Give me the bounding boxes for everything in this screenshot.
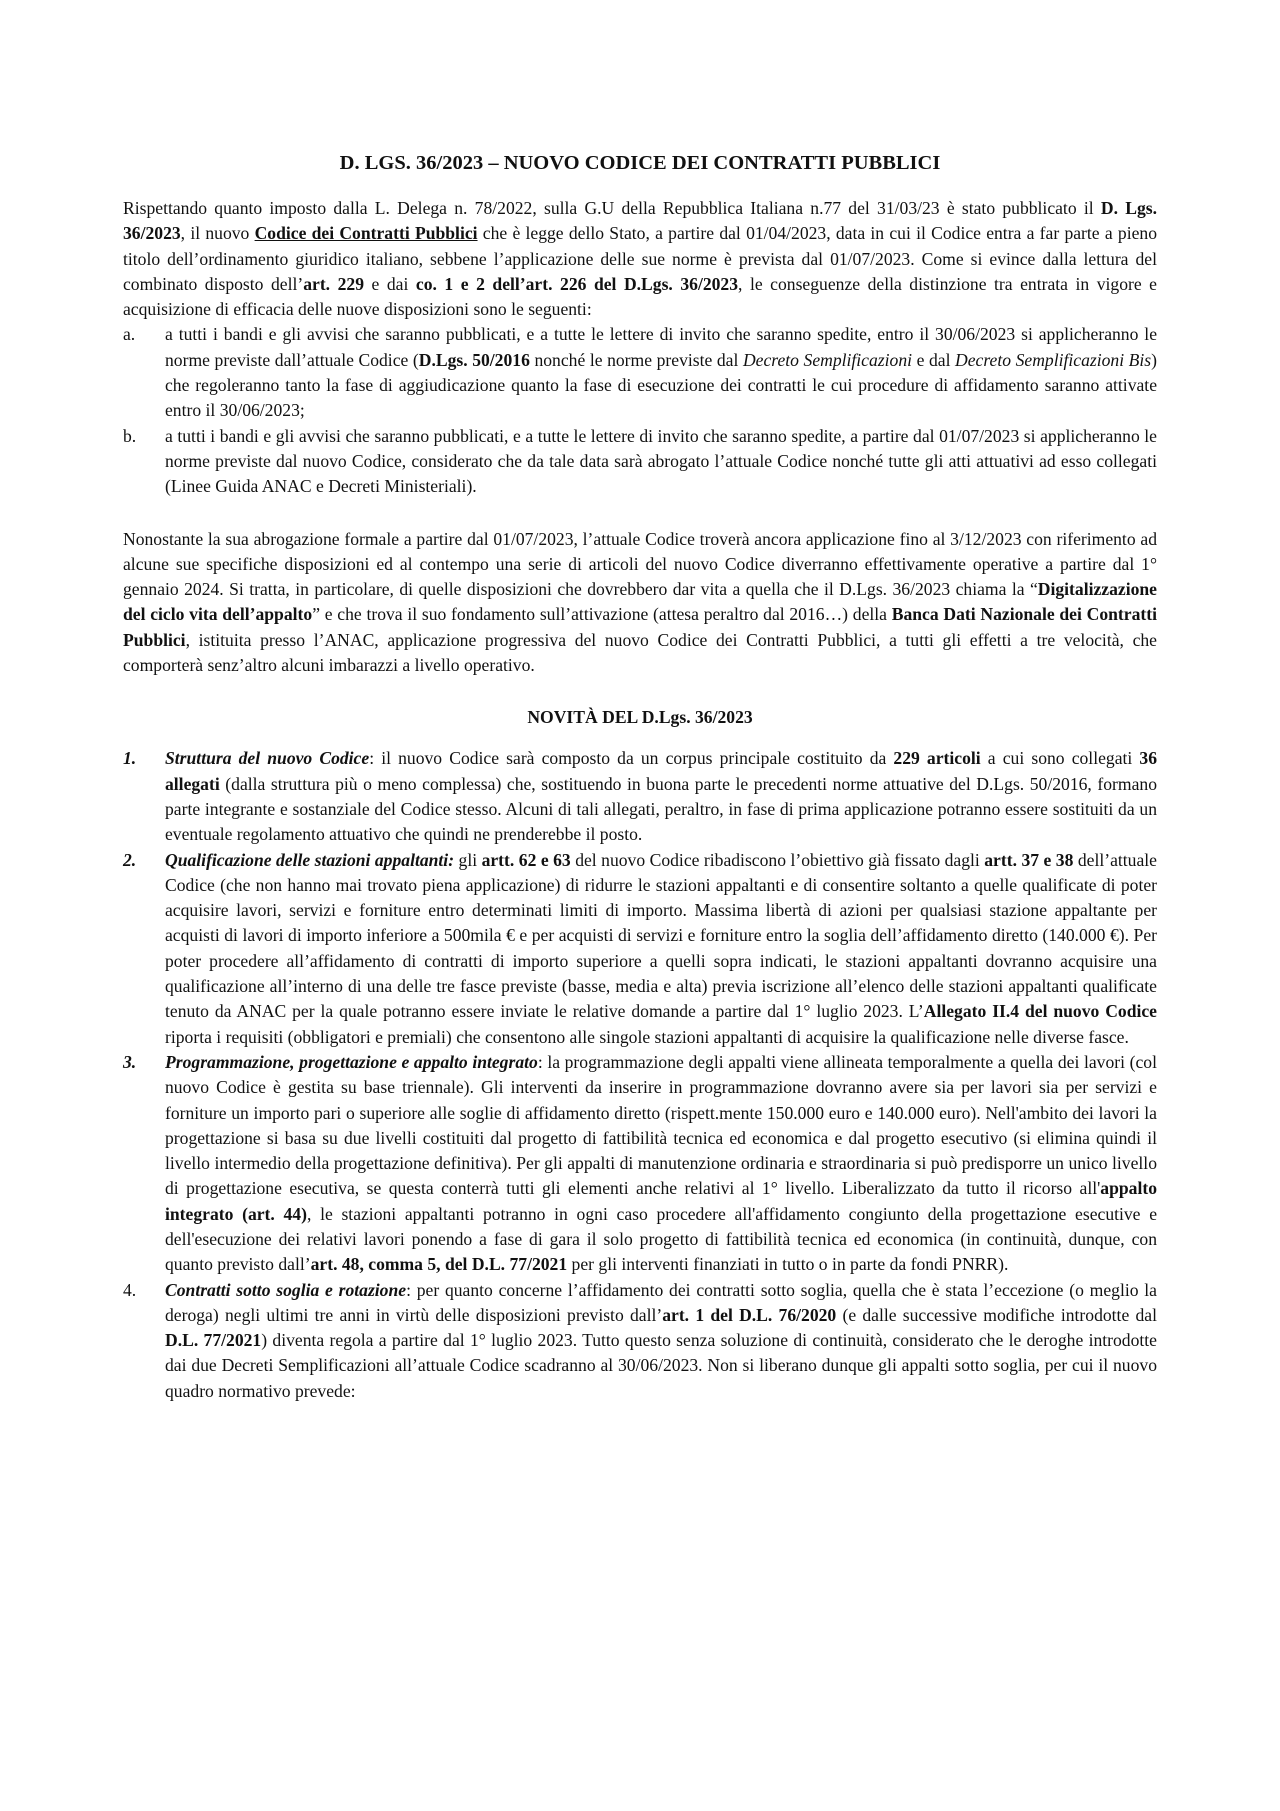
item-text: a cui sono collegati — [980, 748, 1140, 769]
intro-text: , il nuovo — [180, 223, 255, 244]
item-text: (e dalle successive modifiche introdotte dal — [836, 1304, 1157, 1325]
list-text: e dal — [912, 349, 956, 370]
list-italic: Decreto Semplificazioni — [742, 349, 913, 370]
list-item-a — [123, 322, 1157, 423]
item-number: 2. — [123, 849, 137, 870]
item-number: 1. — [123, 748, 137, 769]
paragraph-text: ” e che trova il suo fondamento sull’attivazione (attesa peraltro dal 2016…) della — [312, 604, 892, 625]
item-title: Qualificazione delle stazioni appaltanti: — [165, 849, 455, 870]
intro-bold-art: art. 229 — [303, 273, 364, 294]
list-text: nonché le norme previste dal — [529, 349, 743, 370]
item-text: gli — [454, 849, 482, 870]
item-text: : il nuovo Codice sarà composto da un corpus principale costituito da — [369, 748, 894, 769]
item-text: per gli interventi finanziati in tutto o in parte da fondi PNRR). — [567, 1254, 1009, 1275]
item-text: ) diventa regola a partire dal 1° luglio 2023. Tutto questo senza soluzione di continuità, considerato che le deroghe introdotte dai due Decreti Semplificazioni all’attuale Codice scadranno al 30/06/2023. Non si liberano dunque gli appalti sotto soglia, per cui il nuovo quadro normativo prevede: — [165, 1330, 1157, 1401]
intro-text: , le conseguenze della distinzione tra entrata in vigore e acquisizione di efficacia delle nuove disposizioni sono le seguenti: — [123, 273, 1157, 320]
item-bold: artt. 37 e 38 — [984, 849, 1074, 870]
list-text: a tutti i bandi e gli avvisi che saranno pubblicati, e a tutte le lettere di invito che saranno spedite, a partire dal 01/07/2023 si applicheranno le norme previste dal nuovo Codice, considerato che da tale data sarà abrogato l’attuale Codice nonché tutte gli atti attuativi ad esso collegati (Linee Guida ANAC e Decreti Ministeriali). — [165, 425, 1157, 497]
item-text: dell’attuale Codice (che non hanno mai trovato piena applicazione) di ridurre le stazioni appaltanti e di consentire soltanto a quelle qualificate di poter acquisire lavori, servizi e forniture entro determinati limiti di importo. Massima libertà di azioni per qualsiasi stazione appaltante per acquisti di lavori di importo inferiore a 500mila € e per acquisti di servizi e forniture entro la soglia dell’affidamento diretto (140.000 €). Per poter procedere all’affidamento di contratti di importo superiore a quelli sopra indicati, le stazioni appaltanti dovranno acquisire una qualificazione all’interno di una delle tre fasce previste (basse, media e alta) previa iscrizione all’elenco delle stazioni appaltanti qualificate tenuto da ANAC per la quale potranno essere inviate le relative domande a partire dal 1° luglio 2023. L’ — [165, 849, 1157, 1022]
item-title: Contratti sotto soglia e rotazione — [165, 1279, 407, 1300]
item-bold: 229 articoli — [893, 748, 981, 769]
item-title: Struttura del nuovo Codice — [165, 748, 370, 769]
item-number: 3. — [123, 1051, 137, 1072]
list-italic: Decreto Semplificazioni Bis — [955, 349, 1152, 370]
list-text: a tutti i bandi e gli avvisi che saranno pubblicati, e a tutte le lettere di invito che saranno spedite, entro il 30/06/2023 si applicheranno le norme previste dall’attuale Codice ( — [165, 324, 1157, 370]
section-subtitle: NOVITÀ DEL D.Lgs. 36/2023 — [527, 707, 753, 728]
item-title: Programmazione, progettazione e appalto integrato — [165, 1051, 538, 1072]
item-text: : la programmazione degli appalti viene allineata temporalmente a quella dei lavori (col nuovo Codice è gestita su base triennale). Gli interventi da inserire in programmazione dovranno avere sia per lavori sia per servizi e forniture un importo pari o superiore alle soglie di affidamento diretto (rispett.mente 150.000 euro e 140.000 euro). Nell'ambito dei lavori la progettazione si basa su due livelli costituiti dal progetto di fattibilità tecnica ed economica e dal progetto esecutivo (si elimina quindi il livello intermedio della progettazione definitiva). Per gli appalti di manutenzione ordinaria e straordinaria si può predisporre un unico livello di progettazione esecutiva, se questa conterrà tutti gli elementi anche relativi al 1° livello. Liberalizzato da tutto il ricorso all' — [165, 1051, 1157, 1199]
item-bold: Allegato II.4 del nuovo Codice — [923, 1001, 1157, 1022]
paragraph-text: Nonostante la sua abrogazione formale a partire dal 01/07/2023, l’attuale Codice troverà ancora applicazione fino al 3/12/2023 con riferimento ad alcune sue specifiche disposizioni ed al contempo una serie di articoli del nuovo Codice diverranno effettivamente operative a partire dal 1° gennaio 2024. Si tratta, in particolare, di quelle disposizioni che dovrebbero dar vita a quella che il D.Lgs. 36/2023 chiama la “ — [123, 528, 1157, 600]
numbered-item-4 — [123, 1278, 1157, 1404]
numbered-item-1 — [123, 746, 1157, 847]
item-bold: art. 1 del D.L. 76/2020 — [662, 1304, 837, 1325]
list-bold: D.Lgs. 50/2016 — [418, 349, 530, 370]
codice-link[interactable]: Codice dei Contratti Pubblici — [254, 223, 478, 244]
paragraph-bold: Digitalizzazione del ciclo vita dell’appalto — [123, 579, 1157, 625]
paragraph-text: , istituita presso l’ANAC, applicazione progressiva del nuovo Codice dei Contratti Pubblici, a tutti gli effetti a tre velocità, che comporterà senz’altro alcuni imbarazzi a livello operativo. — [123, 629, 1157, 676]
list-marker: a. — [123, 324, 136, 345]
item-text: , le stazioni appaltanti potranno in ogni caso procedere all'affidamento congiunto della progettazione esecutive e dell'esecuzione dei relativi lavori ponendo a fase di gara il solo progetto di fattibilità tecnica ed economica (in continuità, dunque, con quanto previsto dall’ — [165, 1203, 1157, 1275]
list-item-b — [123, 424, 1157, 500]
item-text: (dalla struttura più o meno complessa) che, sostituendo in buona parte le precedenti norme attuative del D.Lgs. 50/2016, formano parte integrante e sostanziale del Codice stesso. Alcuni di tali allegati, peraltro, in fase di prima applicazione potranno essere sostituiti da un eventuale regolamento attuativo che quindi ne prenderebbe il posto. — [165, 773, 1157, 845]
item-bold: 36 allegati — [165, 748, 1157, 794]
intro-text: e dai — [364, 273, 416, 294]
intro-bold-art: co. 1 e 2 dell’art. 226 del D.Lgs. 36/2023 — [415, 273, 739, 294]
intro-bold-decree: D. Lgs. 36/2023 — [123, 198, 1157, 244]
intro-text: Rispettando quanto imposto dalla L. Delega n. 78/2022, sulla G.U della Repubblica Italiana n.77 del 31/03/23 è stato pubblicato il — [123, 198, 1101, 218]
item-text: : per quanto concerne l’affidamento dei contratti sotto soglia, quella che è stata l’eccezione (o meglio la deroga) negli ultimi tre anni in virtù delle disposizioni previsto dall’ — [165, 1279, 1157, 1325]
intro-paragraph — [123, 196, 1157, 322]
item-text: riporta i requisiti (obbligatori e premiali) che consentono alle singole stazioni appaltanti di acquisire la qualificazione nelle diverse fasce. — [165, 1026, 1129, 1047]
numbered-item-2 — [123, 848, 1157, 1050]
paragraph-bold: Banca Dati Nazionale dei Contratti Pubblici — [123, 604, 1157, 650]
numbered-item-3 — [123, 1050, 1157, 1278]
item-bold: artt. 62 e 63 — [481, 849, 571, 870]
page-title: D. LGS. 36/2023 – NUOVO CODICE DEI CONTRATTI PUBBLICI — [339, 152, 941, 174]
list-text: ) che regoleranno tanto la fase di aggiudicazione quanto la fase di esecuzione dei contratti le cui procedure di affidamento saranno attivate entro il 30/06/2023; — [165, 349, 1158, 421]
item-bold: appalto integrato (art. 44) — [165, 1178, 1157, 1224]
item-text: del nuovo Codice ribadiscono l’obiettivo già fissato dagli — [570, 849, 985, 870]
list-marker: b. — [123, 425, 137, 446]
item-bold: art. 48, comma 5, del D.L. 77/2021 — [310, 1254, 568, 1275]
item-bold: D.L. 77/2021 — [165, 1330, 262, 1351]
item-number: 4. — [123, 1279, 137, 1300]
paragraph-abrogazione — [123, 527, 1157, 679]
intro-text: che è legge dello Stato, a partire dal 01/04/2023, data in cui il Codice entra a far parte a pieno titolo dell’ordinamento giuridico italiano, sebbene l’applicazione delle sue norme è prevista dal 01/07/2023. Come si evince dalla lettura del combinato disposto dell’ — [123, 223, 1157, 294]
